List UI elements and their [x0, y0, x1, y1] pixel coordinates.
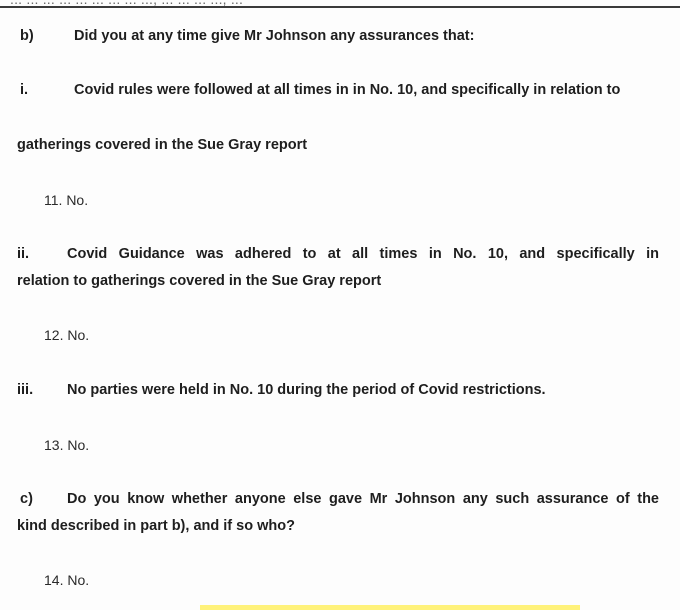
item-i-line-1: Covid rules were followed at all times in in No. 10, and specifically in relation to: [74, 82, 621, 98]
answer-13: 13. No.: [44, 437, 90, 453]
answer-14: 14. No.: [44, 572, 90, 588]
highlight-strip: [200, 605, 580, 610]
section-c-line-1: Do you know whether anyone else gave Mr Johnson any such assurance of the: [67, 491, 659, 507]
item-iii-marker: iii.: [17, 382, 34, 398]
section-c-marker: c): [20, 491, 33, 507]
section-b-question: Did you at any time give Mr Johnson any assurances that:: [74, 28, 475, 44]
answer-11: 11. No.: [44, 192, 89, 208]
item-i-line-2: gatherings covered in the Sue Gray report: [17, 137, 308, 153]
top-rule: [0, 6, 680, 8]
answer-12: 12. No.: [44, 327, 90, 343]
section-c-line-2: kind described in part b), and if so who?: [17, 518, 295, 534]
item-iii-line-1: No parties were held in No. 10 during the period of Covid restrictions.: [67, 382, 546, 398]
item-ii-line-2: relation to gatherings covered in the Sue Gray report: [17, 273, 382, 289]
section-b-marker: b): [20, 28, 34, 44]
item-ii-marker: ii.: [17, 246, 30, 262]
item-ii-line-1: Covid Guidance was adhered to at all times in No. 10, and specifically in: [67, 246, 659, 262]
item-i-marker: i.: [20, 82, 29, 98]
